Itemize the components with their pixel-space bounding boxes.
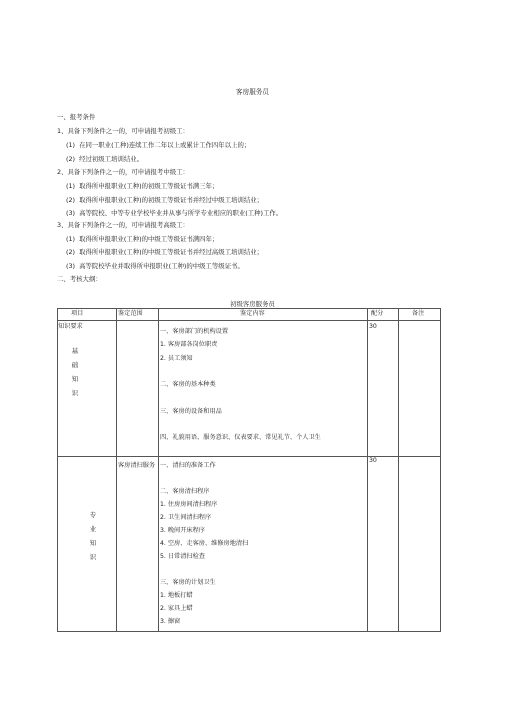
list-item: 3. 晚间开床程序 [160,527,205,534]
row-item-label: 基 础 知 识 [71,347,79,397]
score-value: 30 [369,323,377,330]
list-item: 三、客房的设备和用品 [160,408,222,415]
list-item: 一、清扫的准备工作 [160,462,216,469]
section-heading: 二、考核大纲： [57,275,102,283]
list-item: 2. 家具上蜡 [160,605,193,612]
condition-item: (1) 取得所申报职业(工种)的初级工等级证书满三年； [66,182,219,190]
condition-item: (2) 经过初级工培训结业。 [66,155,144,163]
scope-value: 客房清扫服务 [118,462,156,469]
header-content: 鉴定内容 [240,310,265,317]
list-item: 4. 空房、走客房、维修房地清扫 [160,540,249,547]
score-value: 30 [369,457,377,464]
condition-item: (1) 在同一职业(工种)连续工作二年以上或累计工作四年以上的； [66,141,251,149]
list-item: 1. 客房部各岗位职责 [160,341,218,348]
list-item: 2. 卫生间清扫程序 [160,514,212,521]
condition-heading: 1、具备下列条件之一的，可申请报考初级工： [57,127,189,135]
condition-item: (3) 高等院校、中等专业学校毕业并从事与所学专业相应的职业(工种)工作。 [66,209,283,217]
condition-heading: 3、具备下列条件之一的，可申请报考高级工： [57,221,189,229]
list-item: 四、礼貌用语、服务意识、仪表要求、常见礼节、个人卫生 [160,434,321,441]
header-score: 配分 [371,310,384,317]
list-item: 二、客房的基本种类 [160,381,216,388]
page-title: 客房服务员 [236,88,269,96]
list-item: 1. 地板打蜡 [160,592,193,599]
list-item: 1. 住房房间清扫程序 [160,501,218,508]
condition-item: (1) 取得所申报职业(工种)的中级工等级证书满四年； [66,235,219,243]
list-item: 2. 员工须知 [160,355,193,362]
list-item: 一、客房部门的机构设置 [160,328,229,335]
section-heading: 一、报考条件 [57,113,96,121]
knowledge-requirement-label: 知识要求 [58,323,83,330]
header-item: 项目 [71,310,84,317]
header-scope: 鉴定范围 [118,310,143,317]
list-item: 三、客房的计划卫生 [160,579,216,586]
list-item: 3. 擦窗 [160,618,181,625]
list-item: 5. 日常清扫检查 [160,553,205,560]
condition-heading: 2、具备下列条件之一的，可申请报考中级工： [57,168,189,176]
header-note: 备注 [412,310,425,317]
row-item-label: 专 业 知 识 [89,511,97,561]
condition-item: (2) 取得所申报职业(工种)的初级工等级证书并经过中级工培训结业； [66,196,264,204]
condition-item: (3) 高等院校毕业并取得所申报职业(工种)的中级工等级证书。 [66,262,244,270]
condition-item: (2) 取得所申报职业(工种)的中级工等级证书并经过高级工培训结业； [66,248,264,256]
list-item: 二、客房清扫程序 [160,488,210,495]
table-title: 初级客房服务员 [230,300,275,308]
